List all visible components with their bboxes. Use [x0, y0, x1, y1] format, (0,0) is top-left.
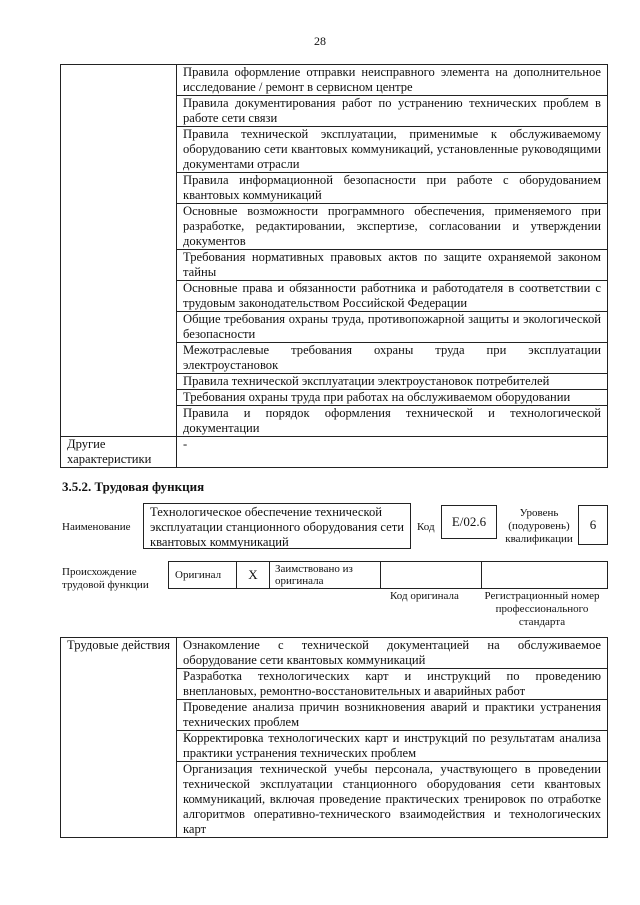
labor-action: Корректировка технологических карт и инструкций по результатам анализа практики устранения технических проблем — [177, 731, 608, 762]
knowledge-row: Правила технической эксплуатации электроустановок потребителей — [177, 374, 608, 390]
knowledge-table — [60, 64, 608, 468]
origin-label: Происхождение трудовой функции — [62, 566, 149, 591]
knowledge-row: Правила информационной безопасности при работе с оборудованием квантовых коммуникаций — [177, 173, 608, 204]
origin-row — [168, 561, 608, 589]
labor-action: Проведение анализа причин возникновения аварий и практики устранения технических проблем — [177, 700, 608, 731]
page-number: 28 — [314, 34, 326, 48]
section-title: 3.5.2. Трудовая функция — [62, 479, 205, 494]
knowledge-row: Правила оформление отправки неисправного элемента на дополнительное исследование / ремонт в сервисном центре — [177, 65, 608, 96]
knowledge-row: Основные возможности программного обеспечения, применяемого при разработке, редактировании, экспертизе, согласовании и утверждении документов — [177, 204, 608, 250]
knowledge-row: Правила документирования работ по устранению технических проблем в работе сети связи — [177, 96, 608, 127]
knowledge-row: Общие требования охраны труда, противопожарной защиты и экологической безопасности — [177, 312, 608, 343]
original-label: Оригинал — [169, 562, 237, 588]
knowledge-row: Правила технической эксплуатации, применимые к обслуживаемому оборудованию сети квантовых коммуникаций, установленные руководящими документами отрасли — [177, 127, 608, 173]
knowledge-row: Требования нормативных правовых актов по защите охраняемой законом тайны — [177, 250, 608, 281]
knowledge-row: Требования охраны труда при работах на обслуживаемом оборудовании — [177, 390, 608, 406]
registration-label: Регистрационный номер профессионального стандарта — [484, 590, 600, 628]
borrowed-label: Заимствовано из оригинала — [269, 562, 381, 588]
code-box: E/02.6 — [441, 505, 497, 539]
labor-actions-table — [60, 637, 608, 838]
level-label: Уровень (подуровень) квалификации — [505, 507, 573, 545]
code-label: Код — [417, 521, 435, 533]
original-mark: X — [237, 562, 270, 588]
knowledge-label-cell — [61, 65, 177, 437]
labor-action: Ознакомление с технической документацией на обслуживаемое оборудование сети квантовых коммуникаций — [177, 638, 608, 669]
knowledge-row: Межотраслевые требования охраны труда при эксплуатации электроустановок — [177, 343, 608, 374]
function-name-box: Технологическое обеспечение технической эксплуатации станционного оборудования сети квантовых коммуникаций — [143, 503, 411, 549]
labor-action: Организация технической учебы персонала, участвующего в проведении технической эксплуатации станционного оборудования сети квантовых коммуникаций, включая проведение практических тренировок по отработке алгоритмов оперативно-технического взаимодействия и технологических карт — [177, 762, 608, 838]
knowledge-row: Основные права и обязанности работника и работодателя в соответствии с трудовым законодательством Российской Федерации — [177, 281, 608, 312]
other-characteristics-label: Другие характеристики — [61, 437, 177, 468]
knowledge-row: Правила и порядок оформления технической и технологической документации — [177, 406, 608, 437]
name-label: Наименование — [62, 521, 131, 533]
code-original-cell — [381, 562, 482, 588]
labor-action: Разработка технологических карт и инструкций по проведению внеплановых, ремонтно-восстановительных и аварийных работ — [177, 669, 608, 700]
level-box: 6 — [578, 505, 608, 545]
labor-actions-label: Трудовые действия — [61, 638, 177, 838]
other-characteristics-value: - — [177, 437, 608, 468]
code-original-label: Код оригинала — [390, 590, 459, 602]
